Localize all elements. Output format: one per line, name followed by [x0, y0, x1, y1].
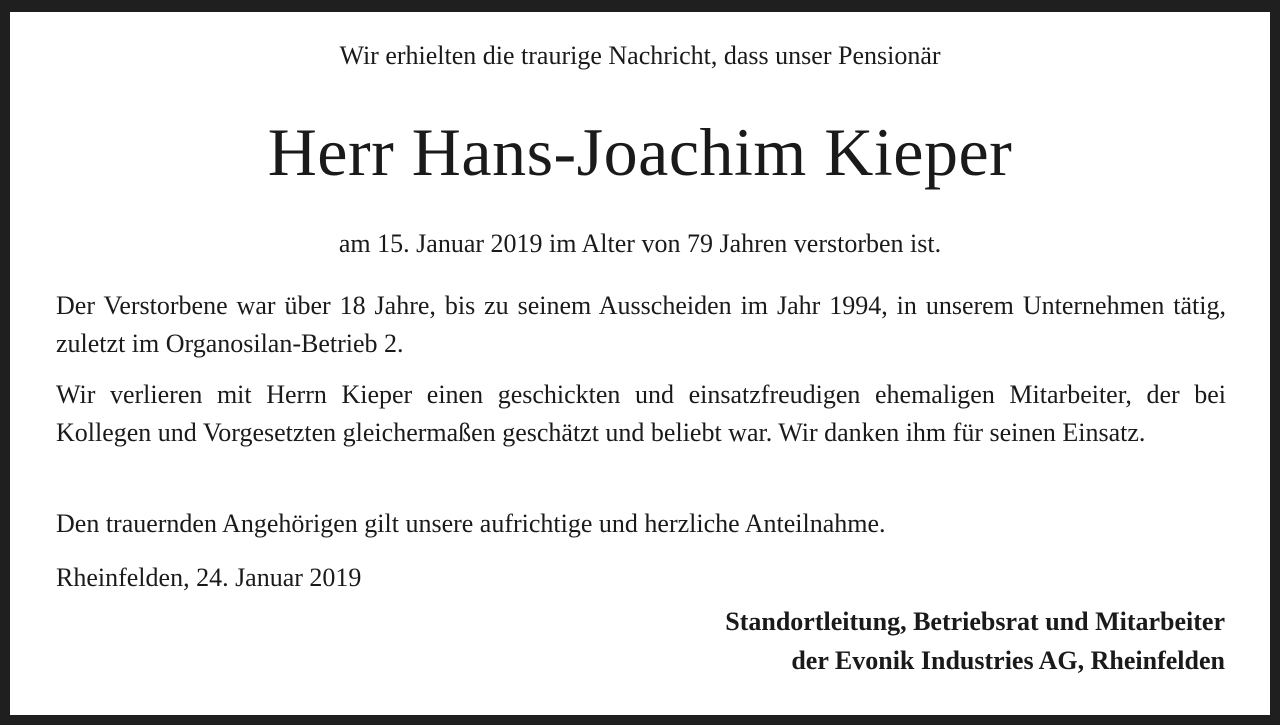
signature-line-2: der Evonik Industries AG, Rheinfelden: [791, 646, 1225, 675]
intro-text: Wir erhielten die traurige Nachricht, dass unser Pensionär: [339, 41, 941, 70]
deceased-name: Herr Hans-Joachim Kieper: [267, 114, 1013, 190]
death-date-line: am 15. Januar 2019 im Alter von 79 Jahren verstorben ist.: [338, 229, 942, 258]
place-and-date: Rheinfelden, 24. Januar 2019: [56, 563, 362, 592]
paragraph-career: Der Verstorbene war über 18 Jahre, bis zu seinem Ausscheiden im Jahr 1994, in unserem Unternehmen tätig, zuletzt im Organosilan-Betrieb 2.: [56, 291, 1226, 358]
paragraph-condolence: Den trauernden Angehörigen gilt unsere aufrichtige und herzliche Anteilnahme.: [56, 509, 886, 538]
paragraph-tribute: Wir verlieren mit Herrn Kieper einen geschickten und einsatzfreudigen ehemaligen Mitarbeiter, der bei Kollegen und Vorgesetzten gleichermaßen geschätzt und beliebt war. Wir danken ihm für seinen Einsatz.: [56, 380, 1226, 447]
signature-block: [725, 602, 1225, 680]
signature-line-1: Standortleitung, Betriebsrat und Mitarbeiter: [725, 607, 1225, 636]
